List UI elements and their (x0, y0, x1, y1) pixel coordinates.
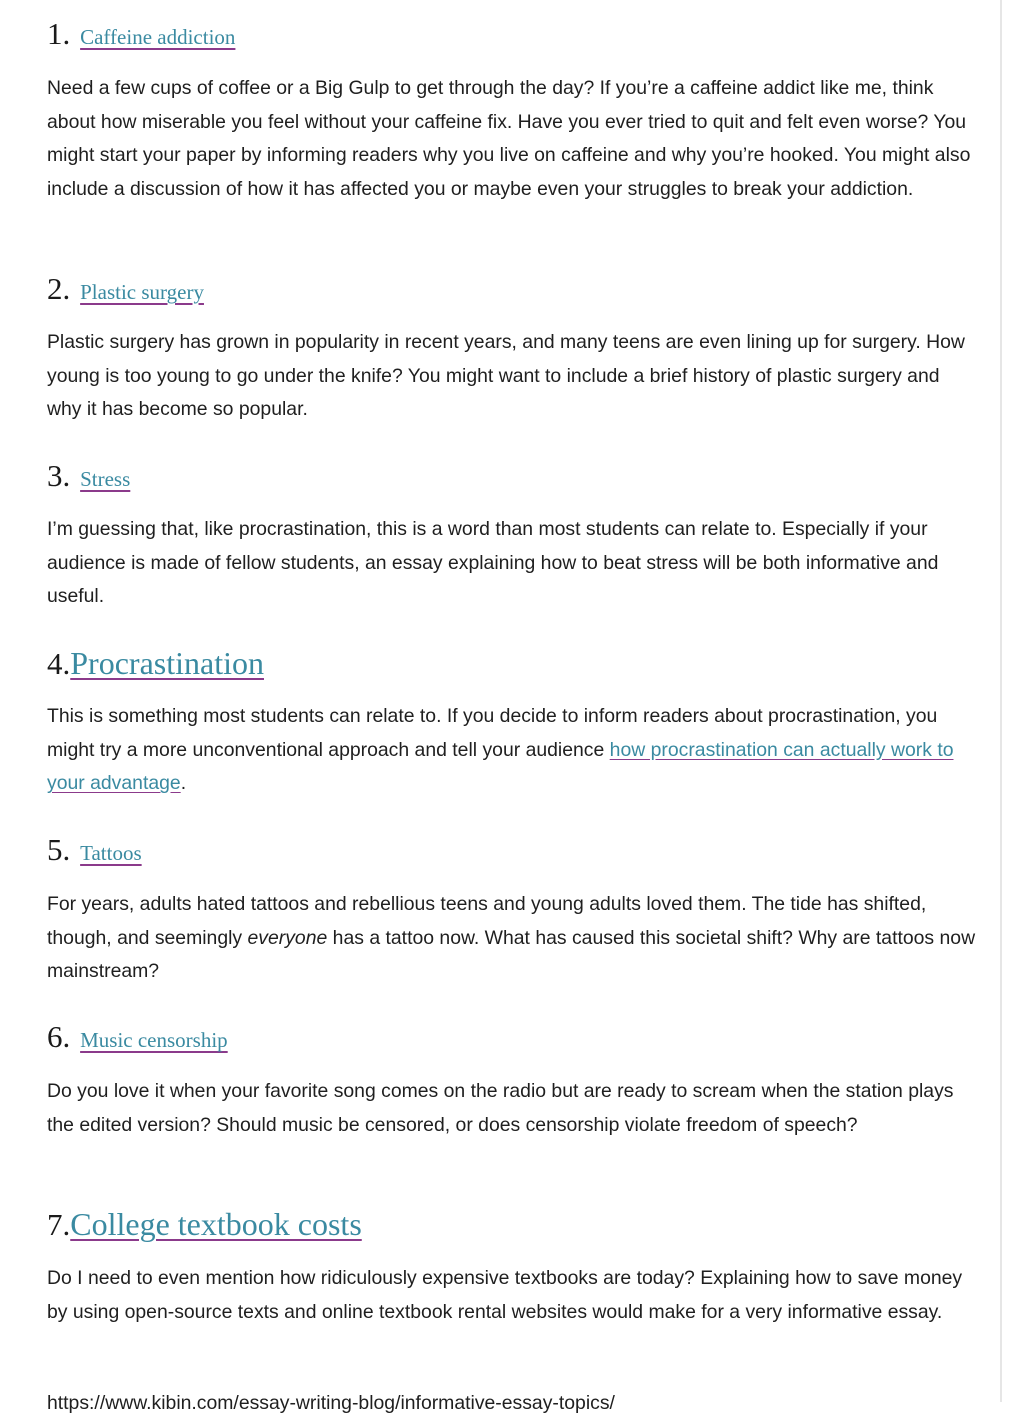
topic-number: 4. (47, 646, 71, 681)
topic-heading-4 (47, 643, 264, 684)
topic-description-1: Need a few cups of coffee or a Big Gulp to get through the day? If you’re a caffeine addict like me, think about how miserable you feel without your caffeine fix. Have you ever tried to quit and felt even worse? You might start your paper by informing readers why you live on caffeine and why you’re hooked. You might also include a discussion of how it has affected you or maybe even your struggles to break your addiction. (47, 77, 971, 200)
topic-link-stress[interactable]: Stress (80, 467, 131, 491)
topic-heading-1 (47, 14, 235, 57)
topic-link-plastic-surgery[interactable]: Plastic surgery (80, 280, 204, 304)
topic-number: 5. (47, 832, 71, 867)
description-text: This is something most students can relate to. If you decide to inform readers about procrastination, you might try a more unconventional approach and tell your audience (47, 705, 938, 761)
topic-heading-5 (47, 830, 142, 873)
topic-link-caffeine-addiction[interactable]: Caffeine addiction (80, 25, 236, 49)
topic-link-procrastination[interactable]: Procrastination (70, 645, 264, 681)
source-url: https://www.kibin.com/essay-writing-blog/informative-essay-topics/ (47, 1392, 615, 1414)
description-text: For years, adults hated tattoos and rebellious teens and young adults loved them. The tide has shifted, though, and seemingly (47, 893, 927, 949)
topic-description-2: Plastic surgery has grown in popularity in recent years, and many teens are even lining up for surgery. How young is too young to go under the knife? You might want to include a brief history of plastic surgery and why it has become so popular. (47, 331, 965, 421)
description-text: has a tattoo now. What has caused this societal shift? Why are tattoos now mainstream? (47, 926, 976, 983)
topic-heading-6 (47, 1017, 228, 1060)
topic-number: 7. (47, 1207, 71, 1242)
topic-description-4 (47, 700, 977, 801)
topic-number: 1. (47, 16, 71, 51)
topic-link-college-textbook-costs[interactable]: College textbook costs (70, 1206, 362, 1242)
topic-number: 2. (47, 271, 71, 306)
topic-number: 6. (47, 1019, 71, 1054)
topic-number: 3. (47, 458, 71, 493)
emphasis-text: everyone (247, 926, 328, 949)
description-text: . (180, 772, 187, 795)
topic-description-5 (47, 888, 977, 989)
topic-heading-2 (47, 269, 204, 312)
topic-link-music-censorship[interactable]: Music censorship (80, 1028, 228, 1052)
topic-link-tattoos[interactable]: Tattoos (80, 841, 142, 865)
topic-description-3: I’m guessing that, like procrastination, this is a word than most students can relate to. Especially if your audience is made of fellow students, an essay explaining how to beat stress will be both informative and useful. (47, 518, 939, 608)
topic-description-7: Do I need to even mention how ridiculously expensive textbooks are today? Explaining how to save money by using open-source texts and online textbook rental websites would make for a very informative essay. (47, 1267, 963, 1323)
page-right-border (1000, 0, 1002, 1402)
topic-heading-3 (47, 456, 130, 499)
procrastination-advantage-link[interactable]: how procrastination can actually work to your advantage (47, 738, 954, 795)
topic-heading-7 (47, 1204, 362, 1245)
topic-description-6: Do you love it when your favorite song comes on the radio but are ready to scream when the station plays the edited version? Should music be censored, or does censorship violate freedom of speech? (47, 1080, 954, 1136)
